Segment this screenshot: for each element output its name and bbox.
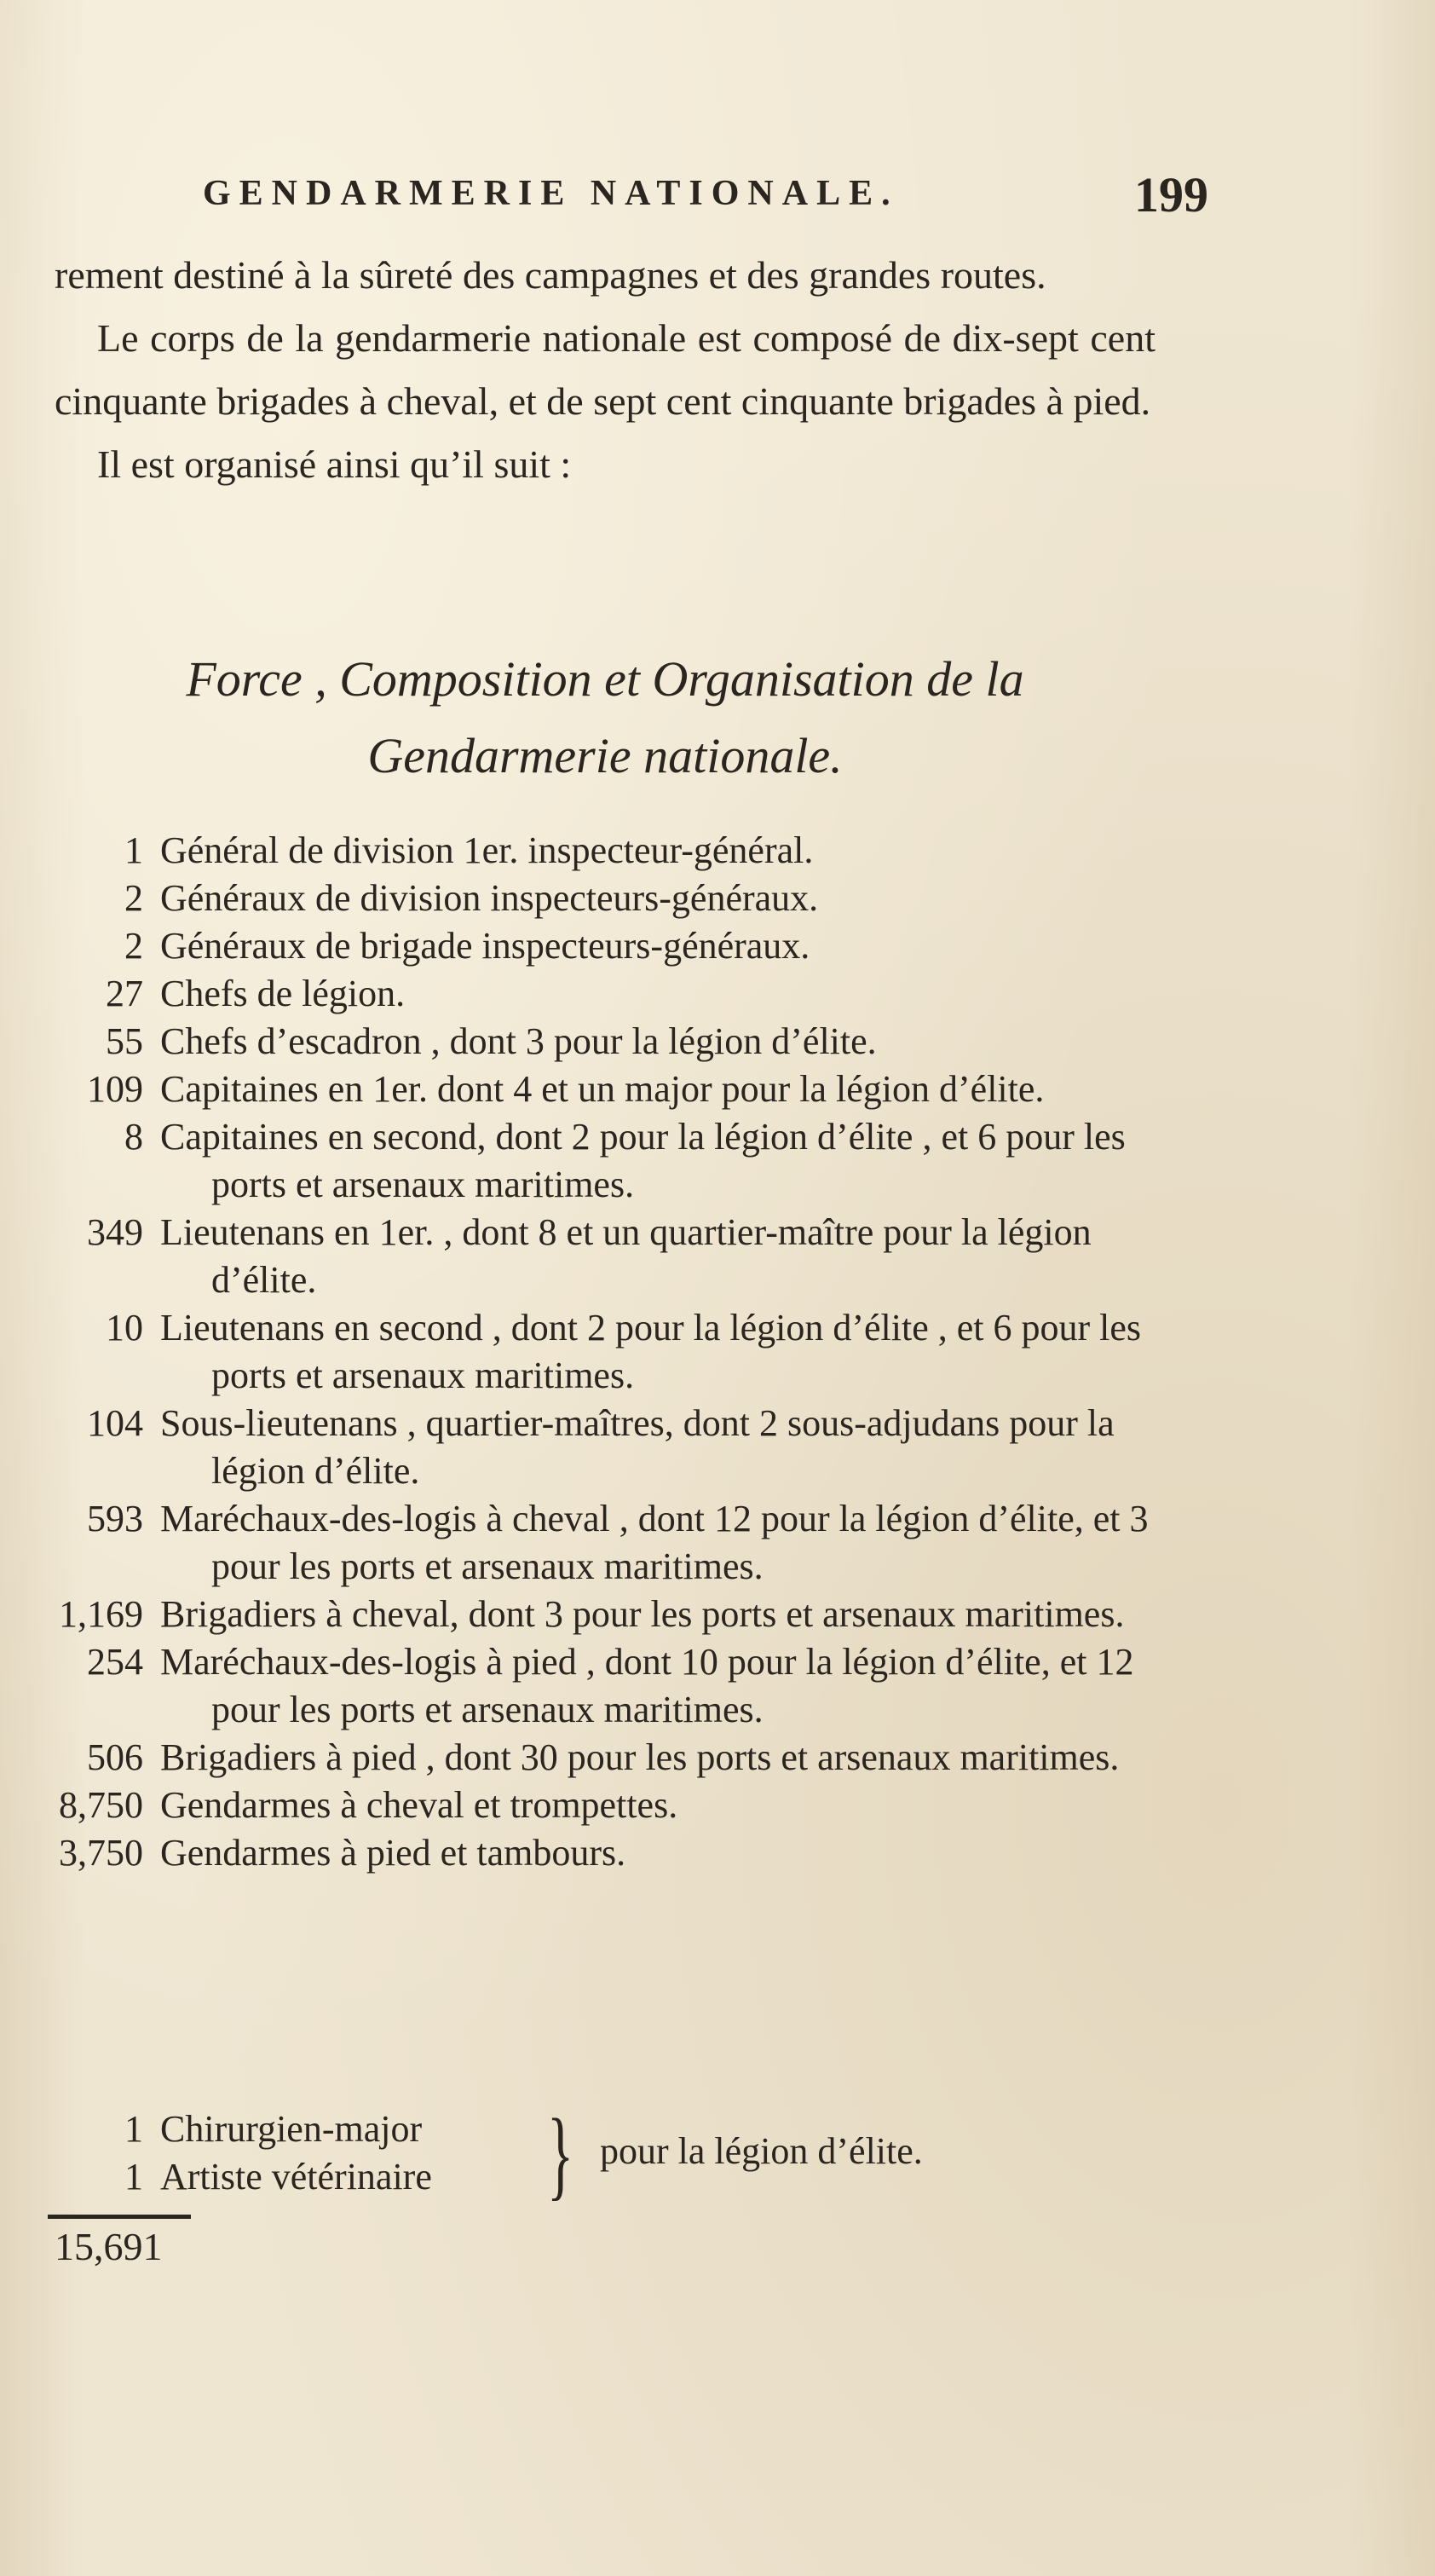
item-count: 1 [124,2108,143,2150]
curly-brace: } [547,2098,574,2209]
item-count: 8 [124,1116,143,1158]
item-text: Sous-lieutenans , quartier-maîtres, dont 2 sous-adjudans pour la légion d’élite. [160,1402,1115,1492]
item-text: Brigadiers à pied , dont 30 pour les ports et arsenaux maritimes. [160,1736,1120,1778]
item-count: 109 [87,1068,143,1110]
item-count: 104 [87,1402,143,1444]
item-text: Capitaines en 1er. dont 4 et un major pour la légion d’élite. [160,1068,1045,1110]
item-count: 10 [106,1307,143,1349]
list-item [55,1782,1155,1829]
item-text: Maréchaux-des-logis à pied , dont 10 pour la légion d’élite, et 12 pour les ports et arsenaux maritimes. [160,1641,1134,1730]
item-count: 254 [87,1641,143,1683]
list-item [55,2105,422,2153]
item-count: 1 [124,829,143,871]
list-item [55,922,1155,970]
body-text [55,244,1155,496]
section-title-line-2: Gendarmerie nationale. [367,728,843,783]
list-item [55,1304,1155,1400]
list-item [55,1734,1155,1782]
item-text: Brigadiers à cheval, dont 3 pour les ports et arsenaux maritimes. [160,1593,1125,1635]
item-text: Lieutenans en 1er. , dont 8 et un quartier-maître pour la légion d’élite. [160,1211,1092,1301]
list-item [55,1400,1155,1495]
item-count: 3,750 [59,1832,143,1874]
list-item [55,1829,1155,1877]
item-count: 1 [124,2156,143,2198]
paragraph-1: rement destiné à la sûreté des campagnes et des grandes routes. [55,253,1046,297]
item-text: Chefs de légion. [160,973,406,1014]
paragraph-2: Le corps de la gendarmerie nationale est composé de dix-sept cent cinquante brigades à cheval, et de sept cent cinquante brigades à pied. [55,316,1155,423]
list-item [55,827,1155,875]
item-count: 27 [106,973,143,1014]
item-text: Lieutenans en second , dont 2 pour la légion d’élite , et 6 pour les ports et arsenaux maritimes. [160,1307,1142,1396]
total-rule [48,2215,191,2219]
paragraph-3: Il est organisé ainsi qu’il suit : [97,442,572,486]
page-number: 199 [1134,167,1208,222]
personnel-list [55,827,1155,1877]
item-text: Chefs d’escadron , dont 3 pour la légion d’élite. [160,1020,877,1062]
item-text: Chirurgien-major [160,2108,423,2150]
list-item [55,875,1155,922]
brace-note: pour la légion d’élite. [600,2130,923,2172]
item-text: Gendarmes à pied et tambours. [160,1832,626,1874]
list-item [55,1591,1155,1638]
list-item [55,1638,1155,1734]
list-item [55,1018,1155,1066]
item-text: Artiste vétérinaire [160,2156,432,2198]
item-text: Maréchaux-des-logis à cheval , dont 12 pour la légion d’élite, et 3 pour les ports et arsenaux maritimes. [160,1498,1149,1587]
item-text: Général de division 1er. inspecteur-général. [160,829,814,871]
running-head: GENDARMERIE NATIONALE. [203,174,899,213]
item-count: 506 [87,1736,143,1778]
item-count: 55 [106,1020,143,1062]
list-item [55,1495,1155,1591]
item-text: Capitaines en second, dont 2 pour la légion d’élite , et 6 pour les ports et arsenaux maritimes. [160,1116,1126,1205]
list-item [55,1066,1155,1113]
item-count: 8,750 [59,1784,143,1826]
item-count: 1,169 [59,1593,143,1635]
list-item [55,1113,1155,1209]
list-item [55,1209,1155,1304]
item-text: Généraux de division inspecteurs-généraux. [160,877,819,919]
grand-total: 15,691 [55,2225,163,2268]
section-title-line-1: Force , Composition et Organisation de la [186,651,1024,707]
list-item [55,970,1155,1018]
item-count: 2 [124,877,143,919]
brace-group [55,2098,1155,2209]
item-count: 349 [87,1211,143,1253]
item-text: Généraux de brigade inspecteurs-généraux. [160,925,810,967]
item-count: 2 [124,925,143,967]
page-header [203,166,1208,234]
item-count: 593 [87,1498,143,1539]
list-item [55,2153,432,2201]
item-text: Gendarmes à cheval et trompettes. [160,1784,678,1826]
section-title [55,641,1155,794]
